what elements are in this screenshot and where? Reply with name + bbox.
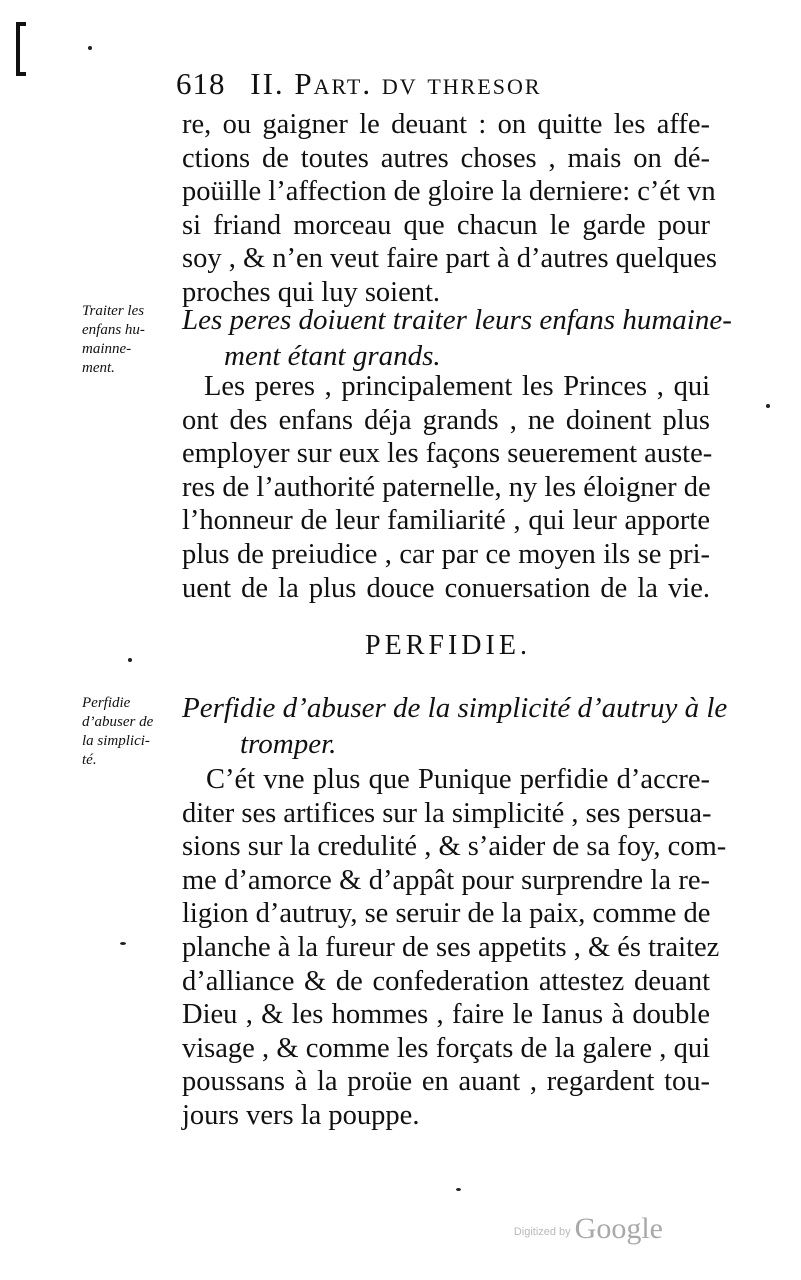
text-line: poussans à la proüe en auant , regardent tou- <box>182 1066 710 1098</box>
heading-line: Les peres doiuent traiter leurs enfans humaine- <box>182 304 732 336</box>
text-line: visage , & comme les forçats de la galere , qui <box>182 1032 710 1064</box>
text-line: C’ét vne plus que Punique perfidie d’accre- <box>206 764 710 795</box>
page-number: 618 <box>176 66 226 101</box>
top-paragraph <box>182 108 717 310</box>
heading-line: Perfidie d’abuser de la simplicité d’autruy à le <box>182 692 728 724</box>
section2-heading <box>182 690 728 762</box>
text-line: soy , & n’en veut faire part à d’autres quelques <box>182 243 717 275</box>
section1-heading <box>182 302 732 374</box>
text-line: sions sur la credulité , & s’aider de sa foy, com- <box>182 831 727 863</box>
text-line: d’alliance & de confederation attestez deuant <box>182 965 710 997</box>
text-line: l’honneur de leur familiarité , qui leur apporte <box>182 505 710 537</box>
google-logo: Google <box>574 1212 663 1245</box>
text-line: employer sur eux les façons seuerement auste- <box>182 438 713 470</box>
text-line: proches qui luy soient. <box>182 276 441 308</box>
text-line: diter ses artifices sur la simplicité , ses persua- <box>182 797 712 829</box>
margin-line: mainne- <box>82 341 132 357</box>
running-header <box>176 66 542 102</box>
page-edge-bracket <box>16 22 26 76</box>
margin-note-2 <box>82 694 178 770</box>
speck <box>766 404 770 408</box>
text-line: ont des enfans déja grands , ne doinent plus <box>182 404 710 436</box>
text-line: uent de la plus douce conuersation de la vie. <box>182 572 710 604</box>
margin-line: enfans hu- <box>82 322 145 338</box>
margin-line: té. <box>82 752 97 768</box>
text-line: poüille l’affection de gloire la derniere: c’ét vn <box>182 176 716 208</box>
text-line: Les peres , principalement les Princes , qui <box>204 371 710 402</box>
heading-line: tromper. <box>240 728 337 760</box>
section1-paragraph <box>182 370 713 605</box>
digitized-watermark <box>514 1212 663 1246</box>
margin-line: la simplici- <box>82 733 150 749</box>
text-line: res de l’authorité paternelle, ny les éloigner de <box>182 471 711 503</box>
text-line: planche à la fureur de ses appetits , & és traitez <box>182 931 720 963</box>
margin-line: d’abuser de <box>82 714 154 730</box>
text-line: ctions de toutes autres choses , mais on dé- <box>182 142 710 174</box>
text-line: jours vers la pouppe. <box>182 1099 420 1131</box>
margin-line: ment. <box>82 360 115 376</box>
margin-line: Traiter les <box>82 303 145 319</box>
section-title: PERFIDIE. <box>365 630 531 661</box>
text-line: Dieu , & les hommes , faire le Ianus à double <box>182 999 710 1031</box>
text-line: ligion d’autruy, se seruir de la paix, comme de <box>182 898 711 930</box>
speck <box>120 942 126 945</box>
heading-line: ment étant grands. <box>224 340 441 372</box>
text-line: me d’amorce & d’appât pour surprendre la re- <box>182 864 710 896</box>
speck <box>456 1188 461 1191</box>
speck <box>88 46 92 50</box>
margin-note-1 <box>82 302 178 378</box>
text-line: re, ou gaigner le deuant : on quitte les affe- <box>182 109 710 140</box>
text-line: si friand morceau que chacun le garde pour <box>182 209 710 241</box>
margin-line: Perfidie <box>82 695 131 711</box>
section2-paragraph <box>182 763 727 1133</box>
watermark-prefix: Digitized by <box>513 1226 571 1238</box>
text-line: plus de preiudice , car par ce moyen ils se pri- <box>182 538 710 570</box>
running-head-title: II. Part. dv thresor <box>250 66 542 101</box>
